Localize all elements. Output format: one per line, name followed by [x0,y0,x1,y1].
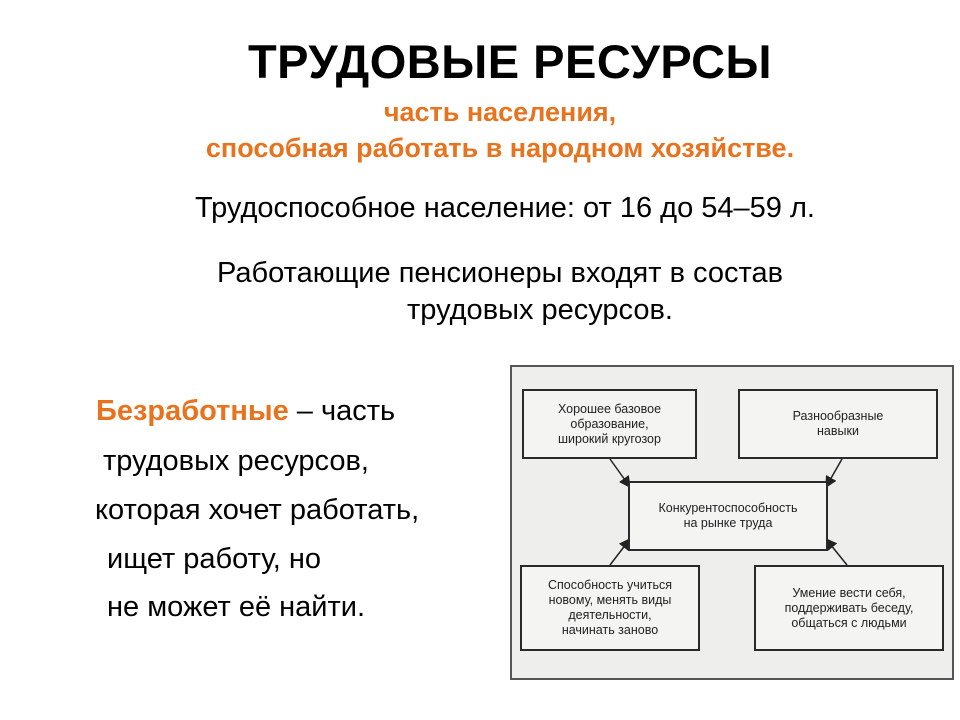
behavior-box-line: общаться с людьми [791,615,907,630]
unemployed-definition-line-3: которая хочет работать, [95,494,420,526]
learning-box-line: новому, менять виды [548,593,672,607]
behavior-box-line: Умение вести себя, [792,585,906,600]
competitiveness-diagram [510,365,954,680]
arrow-education-to-center [610,459,630,487]
arrow-learning-to-center [610,539,630,565]
competitiveness-box [628,481,828,551]
education-box-line: широкий кругозор [558,431,661,446]
learning-box-line: Способность учиться [547,578,673,592]
pensioners-line-1: Работающие пенсионеры входят в состав [217,257,783,289]
pensioners-line-2: трудовых ресурсов. [407,294,673,326]
communication-skills-box [754,565,944,651]
learning-ability-box [520,565,700,651]
skills-box [738,389,938,459]
unemployed-definition-line-1 [96,395,395,428]
unemployed-line1-rest: – часть [288,395,396,427]
able-bodied-population-text: Трудоспособное население: от 16 до 54–59 л. [195,192,815,224]
definition-line-2: способная работать в народном хозяйстве. [205,133,795,163]
center-box-line: Конкурентоспособность [658,501,798,515]
behavior-box-line: поддерживать беседу, [784,600,914,615]
education-box [522,389,697,459]
skills-box-line: Разнообразные [792,409,884,423]
unemployed-definition-line-5: не может её найти. [107,591,366,623]
center-box-line: на рынке труда [683,516,773,530]
unemployed-term: Безработные [96,395,289,427]
education-box-line: образование, [570,416,649,431]
unemployed-definition-line-4: ищет работу, но [107,543,322,575]
arrow-behavior-to-center [826,539,847,565]
page-title: ТРУДОВЫЕ РЕСУРСЫ [247,35,773,88]
unemployed-definition-line-2: трудовых ресурсов, [103,445,369,477]
definition-line-1: часть населения, [383,97,617,127]
skills-box-line: навыки [817,424,859,438]
arrow-skills-to-center [826,459,842,487]
learning-box-line: деятельности, [568,608,652,622]
education-box-line: Хорошее базовое [557,401,662,416]
learning-box-line: начинать заново [561,623,659,637]
